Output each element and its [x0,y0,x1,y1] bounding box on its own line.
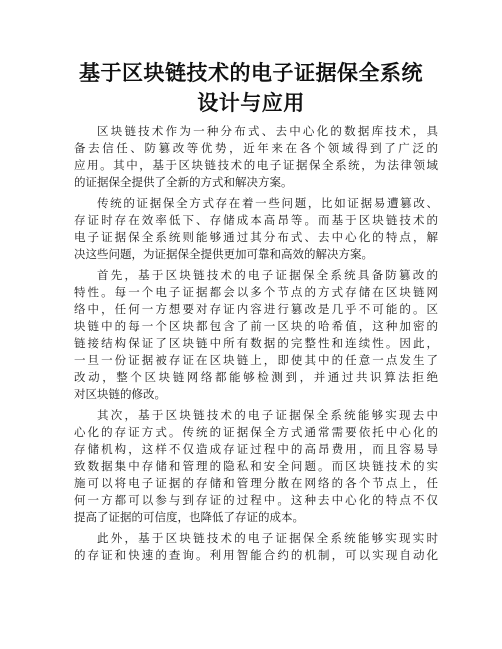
paragraph-1 [74,123,438,191]
paragraph-line: 存证时存在效率低下、存储成本高昂等。而基于区块链技术的 [74,213,438,227]
paragraph-line: 决这些问题，为证据保全提供更加可靠和高效的解决方案。 [74,247,373,261]
paragraph-line: 链接结构保证了区块链中所有数据的完整性和连续性。因此， [74,336,438,350]
paragraph-line: 备去信任、防篡改等优势，近年来在各个领域得到了广泛的 [74,141,438,155]
paragraph-line: 提高了证据的可信度，也降低了存证的成本。 [74,510,304,524]
paragraph-2 [74,195,438,263]
paragraph-line: 特性。每一个电子证据都会以多个节点的方式存储在区块链网 [74,285,438,299]
paragraph-5 [74,530,438,564]
paragraph-line: 其次，基于区块链技术的电子证据保全系统能够实现去中 [97,408,438,422]
paragraph-3 [74,267,438,403]
paragraph-line: 传统的证据保全方式存在着一些问题，比如证据易遭篡改、 [97,196,438,210]
paragraph-line: 首先，基于区块链技术的电子证据保全系统具备防篡改的 [97,268,438,282]
paragraph-line: 此外，基于区块链技术的电子证据保全系统能够实现实时 [97,531,438,545]
document-title-line-1: 基于区块链技术的电子证据保全系统 [79,61,423,85]
paragraph-line: 络中，任何一方想要对存证内容进行篡改是几乎不可能的。区 [74,302,438,316]
paragraph-line: 何一方都可以参与到存证的过程中。这种去中心化的特点不仅 [74,493,438,507]
paragraph-line: 施可以将电子证据的存储和管理分散在网络的各个节点上，任 [74,476,438,490]
paragraph-line: 心化的存证方式。传统的证据保全方式通常需要依托中心化的 [74,425,438,439]
document-title-line-2: 设计与应用 [197,91,305,115]
paragraph-line: 块链中的每一个区块都包含了前一区块的哈希值，这种加密的 [74,319,438,333]
paragraph-line: 区块链技术作为一种分布式、去中心化的数据库技术，具 [97,124,438,138]
document-body [74,123,438,568]
paragraph-line: 电子证据保全系统则能够通过其分布式、去中心化的特点，解 [74,230,438,244]
paragraph-line: 的存证和快速的查询。利用智能合约的机制，可以实现自动化 [74,548,438,562]
paragraph-line: 一旦一份证据被存证在区块链上，即使其中的任意一点发生了 [74,353,438,367]
paragraph-line: 改动，整个区块链网络都能够检测到，并通过共识算法拒绝 [74,370,438,384]
paragraph-line: 致数据集中存储和管理的隐私和安全问题。而区块链技术的实 [74,459,438,473]
paragraph-line: 应用。其中，基于区块链技术的电子证据保全系统，为法律领域 [74,158,438,172]
paragraph-line: 对区块链的修改。 [74,387,166,401]
paragraph-line: 存储机构，这样不仅造成存证过程中的高昂费用，而且容易导 [74,442,438,456]
paragraph-line: 的证据保全提供了全新的方式和解决方案。 [74,175,293,189]
paragraph-4 [74,407,438,526]
